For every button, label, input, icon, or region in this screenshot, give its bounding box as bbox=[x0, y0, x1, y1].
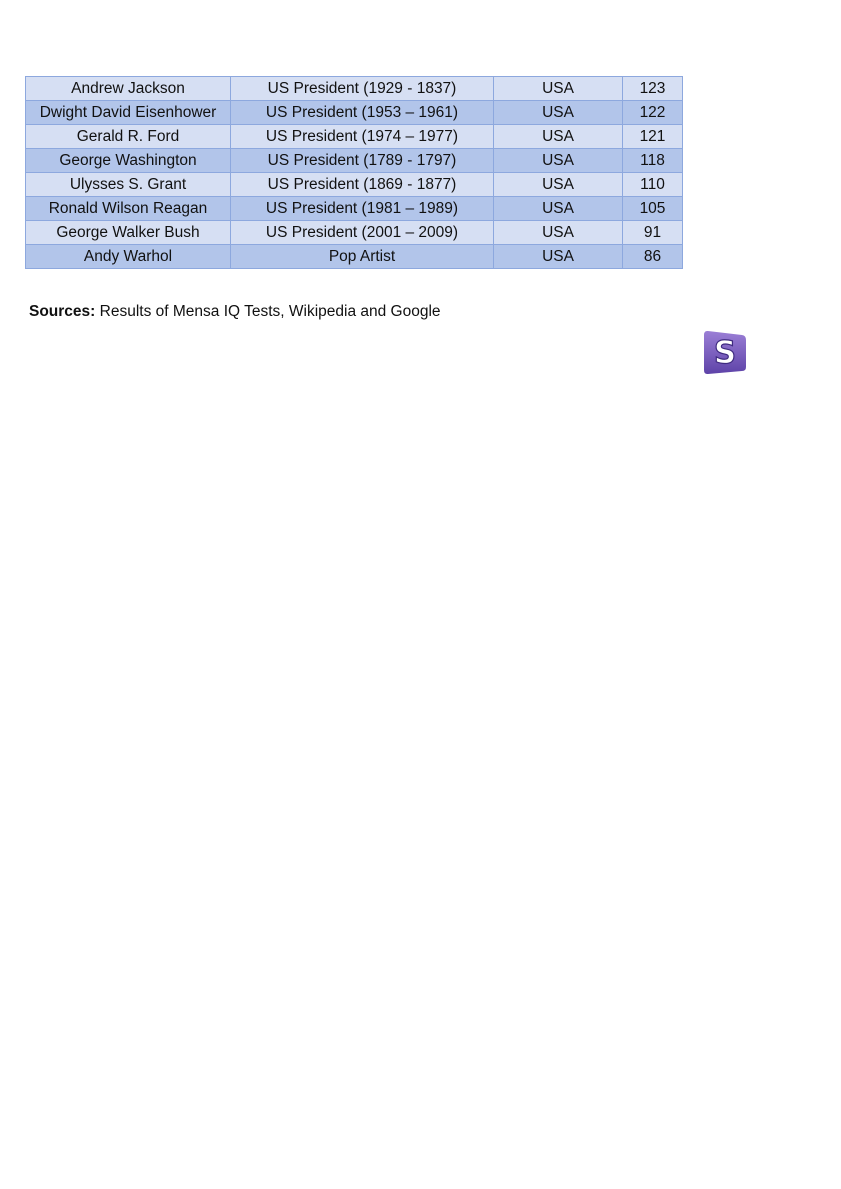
country-cell: USA bbox=[494, 245, 623, 269]
table-row bbox=[26, 125, 683, 149]
iq-cell: 118 bbox=[623, 149, 683, 173]
iq-cell: 86 bbox=[623, 245, 683, 269]
table-row bbox=[26, 197, 683, 221]
sources-text: Results of Mensa IQ Tests, Wikipedia and Google bbox=[95, 303, 441, 320]
sources-label: Sources: bbox=[29, 303, 96, 320]
role-cell: US President (1789 - 1797) bbox=[231, 149, 494, 173]
country-cell: USA bbox=[494, 197, 623, 221]
name-cell: Ronald Wilson Reagan bbox=[26, 197, 231, 221]
country-cell: USA bbox=[494, 149, 623, 173]
country-cell: USA bbox=[494, 77, 623, 101]
name-cell: Gerald R. Ford bbox=[26, 125, 231, 149]
iq-cell: 122 bbox=[623, 101, 683, 125]
iq-cell: 110 bbox=[623, 173, 683, 197]
name-cell: Ulysses S. Grant bbox=[26, 173, 231, 197]
iq-table-body bbox=[26, 77, 683, 269]
name-cell: George Washington bbox=[26, 149, 231, 173]
sources-note bbox=[29, 303, 441, 321]
table-row bbox=[26, 101, 683, 125]
role-cell: US President (1981 – 1989) bbox=[231, 197, 494, 221]
table-row bbox=[26, 221, 683, 245]
name-cell: Andrew Jackson bbox=[26, 77, 231, 101]
iq-cell: 123 bbox=[623, 77, 683, 101]
name-cell: Dwight David Eisenhower bbox=[26, 101, 231, 125]
country-cell: USA bbox=[494, 221, 623, 245]
table-row bbox=[26, 149, 683, 173]
role-cell: US President (1929 - 1837) bbox=[231, 77, 494, 101]
role-cell: Pop Artist bbox=[231, 245, 494, 269]
country-cell: USA bbox=[494, 101, 623, 125]
name-cell: Andy Warhol bbox=[26, 245, 231, 269]
table-row bbox=[26, 77, 683, 101]
table-row bbox=[26, 173, 683, 197]
iq-cell: 91 bbox=[623, 221, 683, 245]
name-cell: George Walker Bush bbox=[26, 221, 231, 245]
table-row bbox=[26, 245, 683, 269]
country-cell: USA bbox=[494, 173, 623, 197]
s-logo-icon bbox=[702, 329, 748, 375]
iq-cell: 121 bbox=[623, 125, 683, 149]
role-cell: US President (2001 – 2009) bbox=[231, 221, 494, 245]
role-cell: US President (1953 – 1961) bbox=[231, 101, 494, 125]
country-cell: USA bbox=[494, 125, 623, 149]
iq-table bbox=[25, 76, 683, 269]
logo-letter: S bbox=[713, 335, 737, 371]
role-cell: US President (1974 – 1977) bbox=[231, 125, 494, 149]
role-cell: US President (1869 - 1877) bbox=[231, 173, 494, 197]
iq-cell: 105 bbox=[623, 197, 683, 221]
